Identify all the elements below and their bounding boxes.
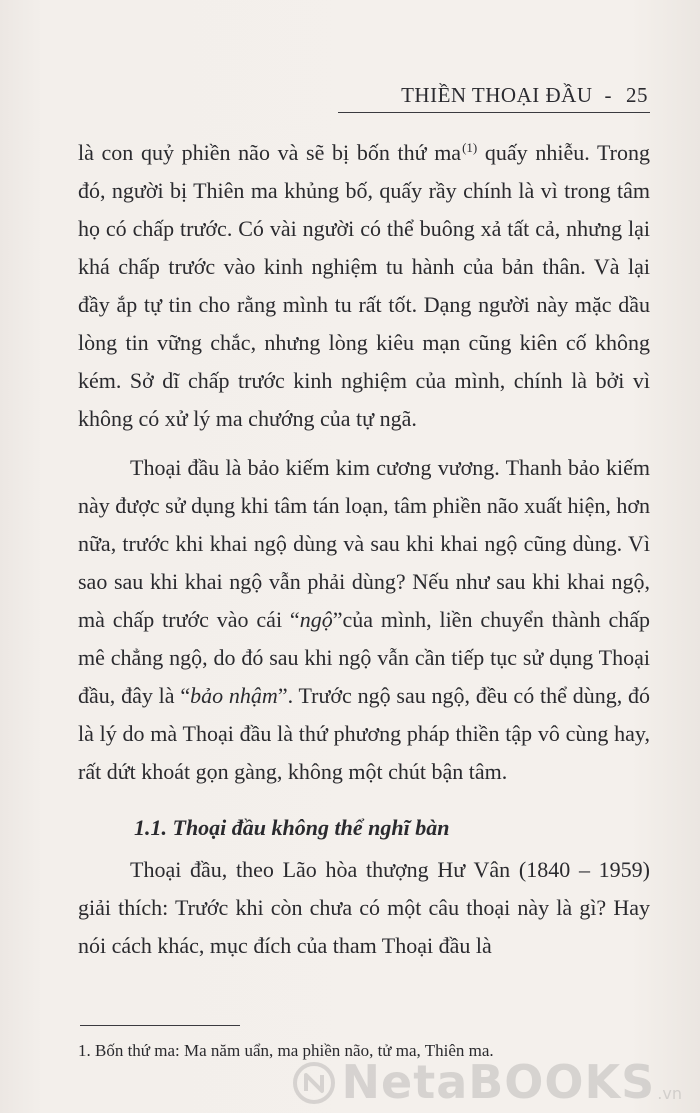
paragraph-1-text-b: quấy nhiễu. Trong đó, người bị Thiên ma khủng bố, quấy rầy chính là vì trong tâm họ có chấp trước. Có vài người có thể buông xả tất cả, nhưng lại khá chấp trước vào kinh nghiệm tu hành của bản thân. Và lại đầy ắp tự tin cho rằng mình tu rất tốt. Dạng người này mặc dầu lòng tin vững chắc, nhưng lòng kiêu mạn cũng kiên cố không kém. Sở dĩ chấp trước kinh nghiệm của mình, chính là bởi vì không có xử lý ma chướng của tự ngã. xyxy=(78,140,650,431)
paragraph-3: Thoại đầu, theo Lão hòa thượng Hư Vân (1840 – 1959) giải thích: Trước khi còn chưa có một câu thoại này là gì? Hay nói cách khác, mục đích của tham Thoại đầu là xyxy=(78,857,650,958)
paragraph-2-emphasis-1: ngộ xyxy=(299,607,333,632)
paragraph-2-text-c: ”. Trước ngộ sau ngộ, đều có thể dùng, đó là lý do mà Thoại đầu là thứ phương pháp thiền tập vô cùng hay, rất dứt khoát gọn gàng, không một chút bận tâm. xyxy=(78,683,651,784)
footnote: 1. Bốn thứ ma: Ma năm uẩn, ma phiền não, tử ma, Thiên ma. xyxy=(78,1041,494,1060)
paragraph-2-text-a: Thoại đầu là bảo kiếm kim cương vương. Thanh bảo kiếm này được sử dụng khi tâm tán loạn, tâm phiền não xuất hiện, hơn nữa, trước khi khai ngộ dùng và sau khi khai ngộ cũng dùng. Vì sao sau khi khai ngộ vẫn phải dùng? Nếu như sau khi khai ngộ, mà chấp trước vào cái “ xyxy=(78,455,650,632)
paragraph-2 xyxy=(78,449,650,791)
running-header xyxy=(401,68,648,108)
header-title: THIỀN THOẠI ĐẦU xyxy=(401,83,593,107)
header-rule xyxy=(338,112,650,113)
watermark-suffix: .vn xyxy=(657,1084,682,1103)
body-text xyxy=(78,124,650,976)
header-separator: - xyxy=(604,83,612,107)
paragraph-1-text-a: là con quỷ phiền não và sẽ bị bốn thứ ma xyxy=(78,140,462,165)
footnote-rule xyxy=(80,1025,240,1026)
section-title: 1.1. Thoại đầu không thể nghĩ bàn xyxy=(134,815,450,840)
footnote-marker: (1) xyxy=(462,139,478,155)
watermark xyxy=(292,1055,682,1109)
paragraph-2-emphasis-2: bảo nhậm xyxy=(190,683,278,708)
paragraph-1 xyxy=(78,134,650,438)
watermark-brand: NetaBOOKS xyxy=(341,1055,656,1109)
paragraph-2-text-b: ”của mình, liền chuyển thành chấp mê chẳng ngộ, do đó sau khi ngộ vẫn cần tiếp tục sử dụng Thoại đầu, đây là “ xyxy=(78,607,650,708)
netabooks-logo-icon xyxy=(292,1061,336,1105)
page-number: 25 xyxy=(626,83,648,107)
